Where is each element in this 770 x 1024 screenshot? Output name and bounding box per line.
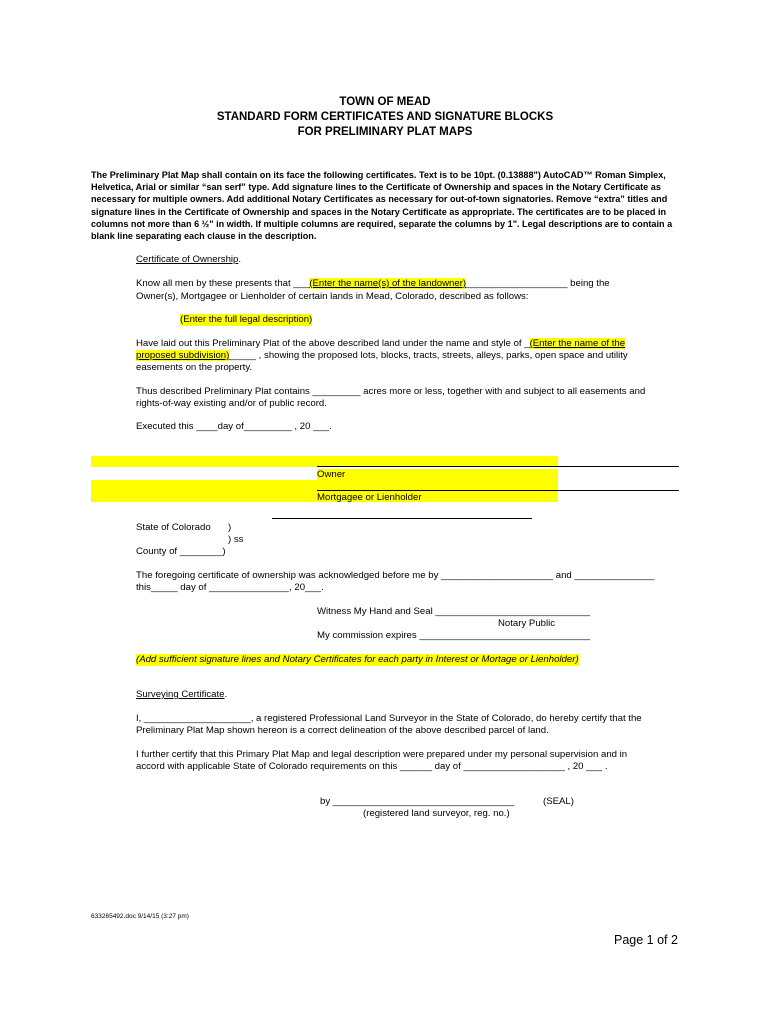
- laid-out-line-3: easements on the property.: [136, 362, 253, 373]
- laid-out-line-2: [136, 350, 628, 362]
- notary-note: (Add sufficient signature lines and Notary Certificates for each party in Interest or Mortage or Lienholder): [136, 654, 579, 665]
- surveying-heading-period: .: [224, 689, 228, 700]
- registered-surveyor-caption: (registered land surveyor, reg. no.): [363, 808, 510, 819]
- mortgagee-label: Mortgagee or Lienholder: [317, 492, 422, 503]
- title-line-2: STANDARD FORM CERTIFICATES AND SIGNATURE BLOCKS: [216, 111, 554, 123]
- owner-signature-line[interactable]: [317, 466, 679, 467]
- mortgagee-signature-line[interactable]: [317, 490, 679, 491]
- ss-marker: ) ss: [228, 534, 244, 545]
- ownership-heading-period: .: [238, 254, 242, 265]
- ownership-heading: [136, 254, 241, 266]
- ownership-heading-text: Certificate of Ownership: [136, 254, 239, 265]
- know-line: [136, 278, 610, 290]
- state-paren: ): [228, 522, 232, 533]
- know-suffix: ___________________ being the: [466, 278, 610, 289]
- title-line-3: FOR PRELIMINARY PLAT MAPS: [297, 126, 473, 138]
- surveyor-certify-line-1: I, ____________________, a registered Professional Land Surveyor in the State of Colorado, do hereby certify that the: [136, 713, 642, 724]
- county-of: County of ________): [136, 546, 226, 557]
- owner-label: Owner: [317, 469, 558, 481]
- legal-description-placeholder[interactable]: (Enter the full legal description): [180, 314, 313, 325]
- witness-line: Witness My Hand and Seal _____________________________: [317, 606, 591, 617]
- executed-line: Executed this ____day of_________ , 20 ___.: [136, 421, 332, 432]
- subdivision-placeholder-a[interactable]: (Enter the name of the: [529, 338, 626, 349]
- seal-label: (SEAL): [543, 796, 574, 807]
- notary-public-label: Notary Public: [498, 618, 556, 629]
- state-of-colorado: State of Colorado: [136, 522, 211, 533]
- subdivision-placeholder-b[interactable]: proposed subdivision): [136, 350, 230, 361]
- surveyor-further-line-2: accord with applicable State of Colorado requirements on this ______ day of ___________________ , 20 ___ .: [136, 761, 608, 772]
- know-prefix: Know all men by these presents that ___: [136, 278, 310, 289]
- commission-expires-line: My commission expires ________________________________: [317, 630, 591, 641]
- know-line-2: Owner(s), Mortgagee or Lienholder of certain lands in Mead, Colorado, described as follows:: [136, 291, 529, 302]
- surveyor-certify-line-2: Preliminary Plat Map shown hereon is a correct delineation of the above described parcel of land.: [136, 725, 549, 736]
- surveyor-by-line: by __________________________________: [320, 796, 515, 807]
- acres-line-2: rights-of-way existing and/or of public record.: [136, 398, 327, 409]
- surveyor-further-line-1: I further certify that this Primary Plat Map and legal description were prepared under my personal supervision and in: [136, 749, 628, 760]
- acres-line-1: Thus described Preliminary Plat contains _________ acres more or less, together with and subject to all easements and: [136, 386, 646, 397]
- notary-top-rule: [272, 518, 532, 519]
- landowner-placeholder[interactable]: (Enter the name(s) of the landowner): [309, 278, 467, 289]
- intro-paragraph: The Preliminary Plat Map shall contain on its face the following certificates. Text is to be 10pt. (0.13888") AutoCAD™ Roman Simplex, Helvetica, Arial or similar “san serf” type. Add signature lines to the Certificate of Ownership and spaces in the Notary Certificate as necessary for multiple owners. Add additional Notary Certificates as necessary for out-of-town signatories. Remove “extra” titles and signature lines in the Certificate of Ownership and spaces in the Notary Certificate as appropriate. The certificates are to be placed in columns not more than 6 ½" in width. If multiple columns are required, separate the columns by 1". Legal descriptions are to contain a blank line separating each clause in the description.: [91, 170, 673, 242]
- title-line-1: TOWN OF MEAD: [339, 96, 431, 108]
- laid-out-line-1: [136, 338, 625, 350]
- laid-suffix: _____ , showing the proposed lots, blocks, tracts, streets, alleys, parks, open space and utility: [229, 350, 628, 361]
- surveying-heading-text: Surveying Certificate: [136, 689, 225, 700]
- laid-prefix: Have laid out this Preliminary Plat of the above described land under the name and style of _: [136, 338, 530, 349]
- acknowledged-line-1: The foregoing certificate of ownership was acknowledged before me by _____________________ and _______________: [136, 570, 655, 581]
- document-id: 633265492.doc 9/14/15 (3:27 pm): [91, 913, 189, 920]
- page-number: Page 1 of 2: [614, 933, 678, 947]
- surveying-heading: [136, 689, 227, 701]
- acknowledged-line-2: this_____ day of _______________, 20___.: [136, 582, 324, 593]
